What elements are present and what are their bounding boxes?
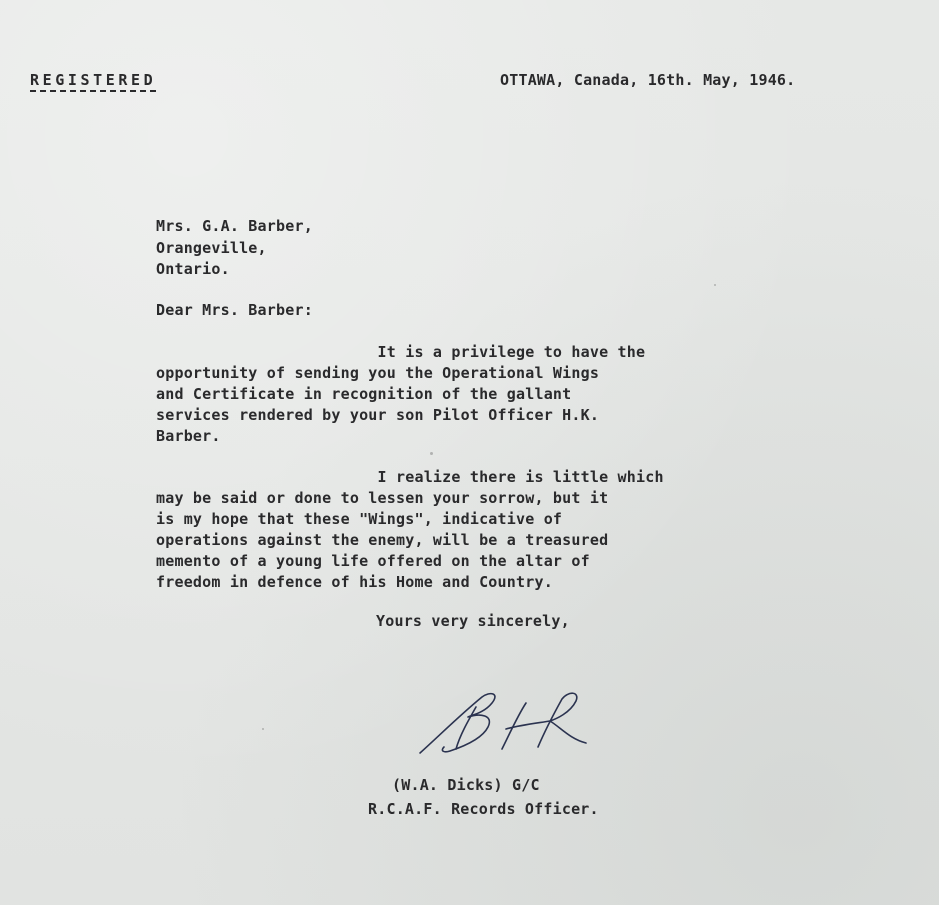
recipient-town: Orangeville,: [156, 239, 267, 257]
recipient-province: Ontario.: [156, 260, 230, 278]
recipient-name: Mrs. G.A. Barber,: [156, 217, 313, 235]
signatory-name: (W.A. Dicks) G/C: [392, 776, 540, 794]
body-paragraph-2: I realize there is little which may be said or done to lessen your sorrow, but it is my hope that these "Wings", indicative of operations against the enemy, will be a treasured memento of a young life offered on the altar of freedom in defence of his Home and Country.: [156, 468, 664, 591]
paper-speck: [430, 452, 433, 455]
closing: Yours very sincerely,: [376, 612, 570, 630]
body-paragraph-1: It is a privilege to have the opportunity of sending you the Operational Wings and Certificate in recognition of the gallant services rendered by your son Pilot Officer H.K. Barber.: [156, 343, 646, 445]
paper-speck: [262, 728, 264, 730]
paper-speck: [714, 284, 716, 286]
dateline: OTTAWA, Canada, 16th. May, 1946.: [500, 71, 796, 89]
salutation: Dear Mrs. Barber:: [156, 301, 313, 319]
signatory-title: R.C.A.F. Records Officer.: [368, 800, 599, 818]
registered-mark: REGISTERED: [30, 71, 157, 89]
handwritten-signature: [410, 685, 610, 765]
